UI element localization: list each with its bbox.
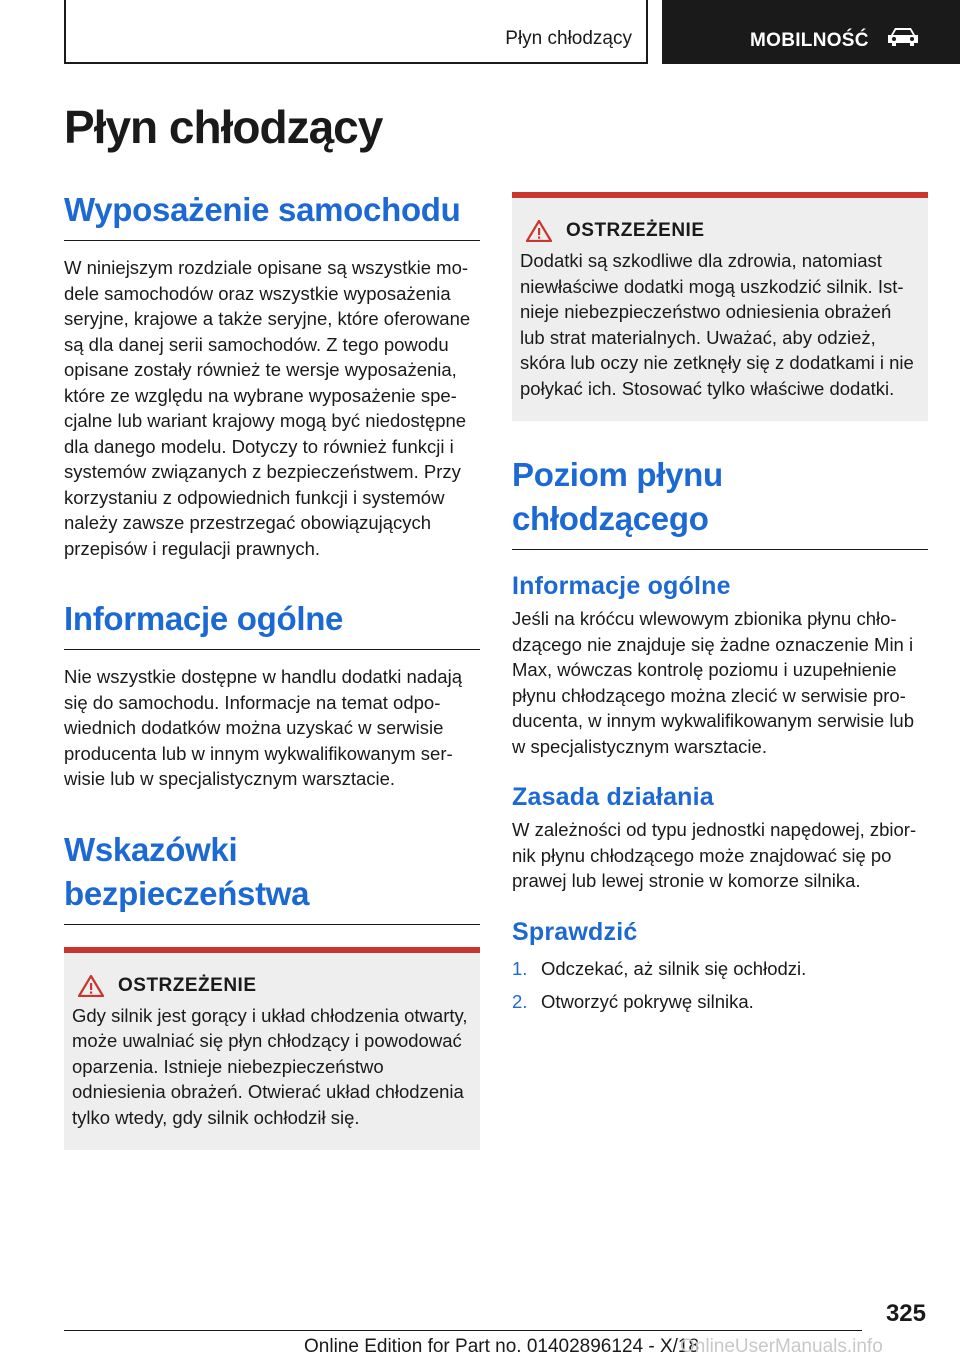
section-title-safety: Wskazówki bezpieczeństwa [64,828,480,925]
warning-triangle-icon [78,975,104,997]
page-title: Płyn chłodzący [64,101,383,153]
car-icon [886,26,920,48]
list-item [512,985,928,1018]
subsection-body-general-info: Jeśli na króćcu wlewowym zbionika płynu chłodzącego nie znajduje się żadne oznaczenie Min i Max, wówczas kontrolę poziomu i uzupełnienie płynu chłodzącego można zlecić w serwisie producenta, w innym wykwalifikowanym serwisie lub w specjalistycznym warsztacie. [512,608,915,757]
subsection-title-check: Sprawdzić [512,917,638,946]
warning-box-hot-engine [64,947,480,1151]
list-item [512,952,928,985]
step-text: Otworzyć pokrywę silnika. [541,990,754,1012]
footer-divider [64,1330,862,1331]
subsection-body-principle: W zależności od typu jednostki napędowej, zbiornik płynu chłodzącego może znajdować się po prawej lub lewej stronie w komorze silnika. [512,819,917,891]
page-number: 325 [885,1300,926,1327]
step-number: 2. [512,990,528,1012]
section-title-equipment: Wyposażenie samochodu [64,188,480,241]
footer-edition: Online Edition for Part no. 01402896124 - X/18 [304,1336,700,1357]
section-body-general-info: Nie wszystkie dostępne w handlu dodatki nadają się do samochodu. Informacje na temat odpowiednich dodatków można uzyskać w serwisie producenta lub w innym wykwalifikowanym serwisie lub w specjalistycznym warsztacie. [64,666,462,789]
section-title-coolant-level: Poziom płynu chłodzącego [512,453,928,550]
step-number: 1. [512,957,528,979]
warning-header [520,220,920,242]
warning-title: OSTRZEŻENIE [566,220,705,241]
step-text: Odczekać, aż silnik się ochłodzi. [541,957,807,979]
warning-body: Gdy silnik jest gorący i układ chłodzenia otwarty, może uwalniać się płyn chłodzący i powodować oparzenia. Istnieje niebezpieczeństwo odniesienia obrażeń. Otwierać układ chłodzenia tylko wtedy, gdy silnik ochłodził się. [72,1004,468,1128]
warning-triangle-icon [526,220,552,242]
warning-header [72,975,472,997]
header-section-box [64,0,648,64]
header-section-title: Płyn chłodzący [505,28,632,49]
header-chapter-tab [662,0,960,64]
right-column [512,192,928,1018]
header-chapter-label: MOBILNOŚĆ [750,30,869,51]
section-body-equipment: W niniejszym rozdziale opisane są wszystkie modele samochodów oraz wszystkie wyposażenia seryjne, krajowe a także seryjne, które oferowane są dla danej serii samochodów. Z tego powodu opisane zostały również te wersje wyposażenia, które ze względu na wybrane wyposażenie specjalne lub wariant krajowy mogą być niedostępne dla danego modelu. Dotyczy to również funkcji i systemów związanych z bezpieczeństwem. Przy korzystaniu z odpowiednich funkcji i systemów należy zawsze przestrzegać obowiązujących przepisów i regulacji prawnych. [64,257,471,559]
section-title-general-info: Informacje ogólne [64,597,480,650]
footer-watermark: OnlineUserManuals.info [680,1336,883,1357]
left-column [64,188,480,1150]
warning-title: OSTRZEŻENIE [118,974,257,996]
check-steps-list [512,952,928,1018]
warning-body: Dodatki są szkodliwe dla zdrowia, natomiast niewłaściwe dodatki mogą uszkodzić silnik. Istnieje niebezpieczeństwo odniesienia obrażeń lub strat materialnych. Uważać, aby odzież, skóra lub oczy nie zetknęły się z dodatkami i nie połykać ich. Stosować tylko właściwe dodatki. [520,250,914,399]
subsection-title-principle: Zasada działania [512,783,714,811]
warning-box-additives [512,192,928,421]
subsection-title-general-info: Informacje ogólne [512,572,731,600]
